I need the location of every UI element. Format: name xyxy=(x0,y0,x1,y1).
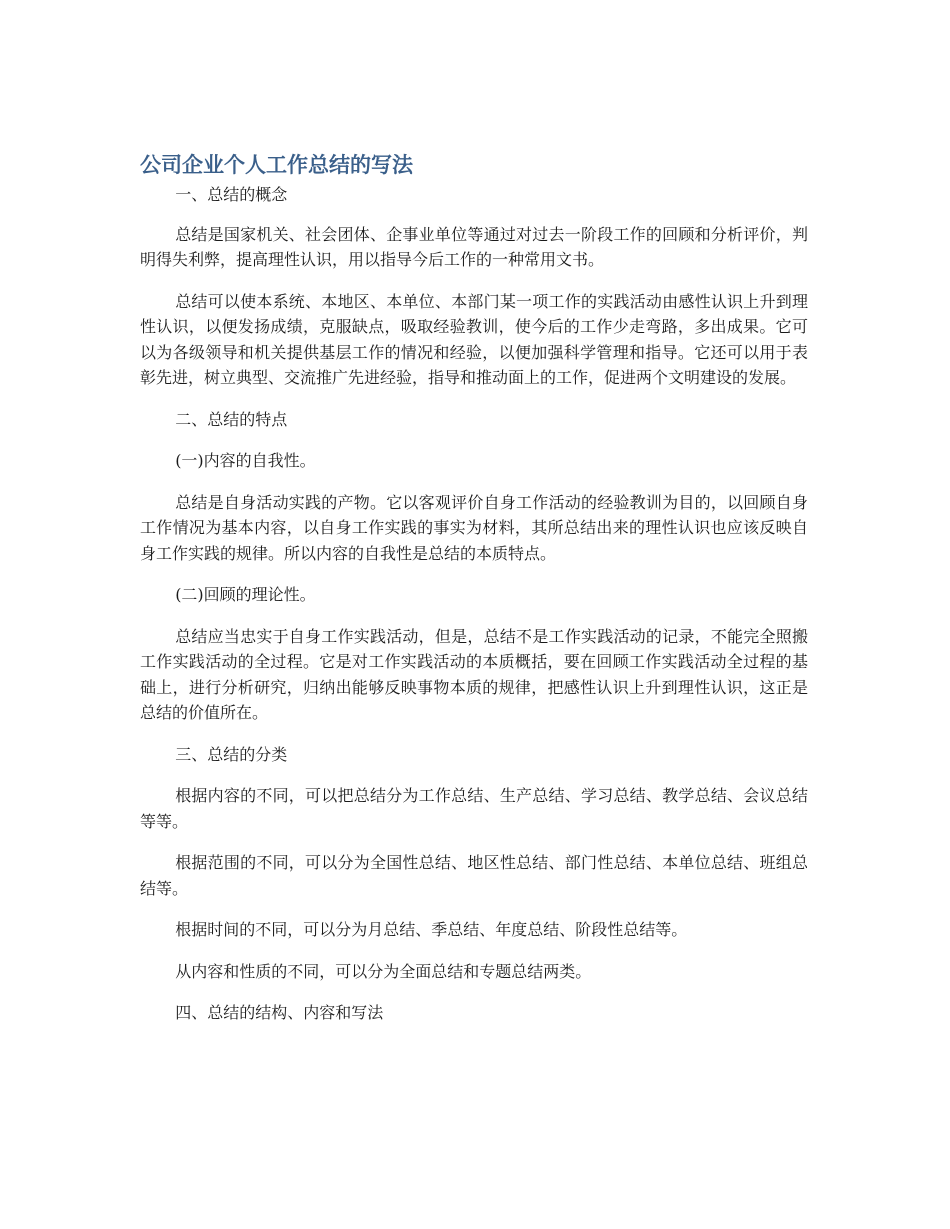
body-paragraph: 总结应当忠实于自身工作实践活动，但是，总结不是工作实践活动的记录，不能完全照搬工作实践活动的全过程。它是对工作实践活动的本质概括，要在回顾工作实践活动全过程的基础上，进行分析研究，归纳出能够反映事物本质的规律，把感性认识上升到理性认识，这正是总结的价值所在。 xyxy=(140,626,808,722)
body-paragraph: 从内容和性质的不同，可以分为全面总结和专题总结两类。 xyxy=(175,961,592,981)
document-content xyxy=(140,150,808,1042)
section-heading-concept: 一、总结的概念 xyxy=(175,185,288,204)
body-paragraph: 总结可以使本系统、本地区、本单位、本部门某一项工作的实践活动由感性认识上升到理性认识，以便发扬成绩，克服缺点，吸取经验教训，使今后的工作少走弯路，多出成果。它可以为各级领导和机关提供基层工作的情况和经验，以便加强科学管理和指导。它还可以用于表彰先进，树立典型、交流推广先进经验，指导和推动面上的工作，促进两个文明建设的发展。 xyxy=(140,291,808,387)
body-paragraph: 根据时间的不同，可以分为月总结、季总结、年度总结、阶段性总结等。 xyxy=(175,920,688,939)
document-title: 公司企业个人工作总结的写法 xyxy=(140,153,413,177)
section-heading-structure: 四、总结的结构、内容和写法 xyxy=(175,1003,384,1022)
body-paragraph: 总结是自身活动实践的产物。它以客观评价自身工作活动的经验教训为目的，以回顾自身工作情况为基本内容，以自身工作实践的事实为材料，其所总结出来的理性认识也应该反映自身工作实践的规律。所以内容的自我性是总结的本质特点。 xyxy=(140,492,808,563)
body-paragraph: 根据内容的不同，可以把总结分为工作总结、生产总结、学习总结、教学总结、会议总结等等。 xyxy=(140,786,808,831)
body-paragraph: 总结是国家机关、社会团体、企事业单位等通过对过去一阶段工作的回顾和分析评价，判明得失利弊，提高理性认识，用以指导今后工作的一种常用文书。 xyxy=(140,224,808,269)
body-paragraph: 根据范围的不同，可以分为全国性总结、地区性总结、部门性总结、本单位总结、班组总结等。 xyxy=(140,853,808,898)
subheading-self-content: (一)内容的自我性。 xyxy=(175,451,316,470)
section-heading-classification: 三、总结的分类 xyxy=(175,744,288,764)
section-heading-features: 二、总结的特点 xyxy=(175,409,288,429)
subheading-review-theory: (二)回顾的理论性。 xyxy=(175,585,316,604)
